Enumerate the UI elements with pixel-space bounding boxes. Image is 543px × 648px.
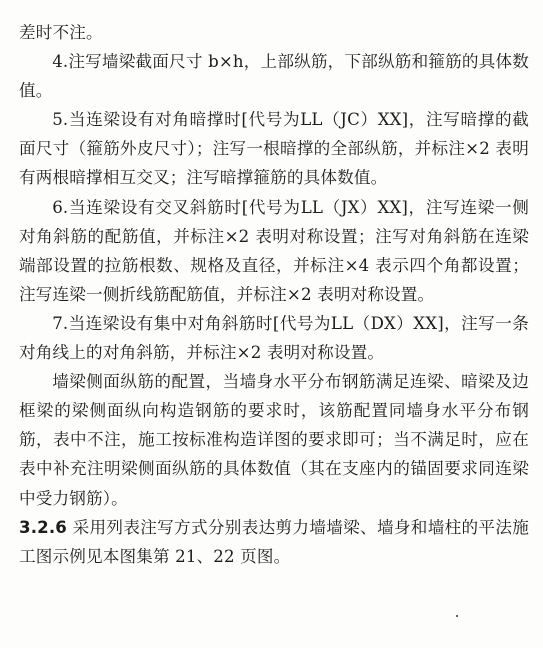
section-3-2-6 [19, 513, 529, 571]
paragraph-item-4: 4.注写墙梁截面尺寸 b×h，上部纵筋，下部纵筋和箍筋的具体数值。 [19, 52, 529, 101]
scan-speck [456, 615, 458, 617]
section-text: 采用列表注写方式分别表达剪力墙墙梁、墙身和墙柱的平法施工图示例见本图集第 21、22 页图。 [19, 517, 529, 566]
paragraph-item-5: 5.当连梁设有对角暗撑时[代号为LL（JC）XX]，注写暗撑的截面尺寸（箍筋外皮尺寸）；注写一根暗撑的全部纵筋，并标注×2 表明有两根暗撑相互交叉；注写暗撑箍筋的具体数值。 [19, 110, 529, 188]
paragraph-item-7: 7.当连梁设有集中对角斜筋时[代号为LL（DX）XX]，注写一条对角线上的对角斜筋，并标注×2 表明对称设置。 [19, 313, 529, 363]
paragraph-item-6: 6.当连梁设有交叉斜筋时[代号为LL（JX）XX]，注写连梁一侧对角斜筋的配筋值，并标注×2 表明对称设置；注写对角斜筋在连梁端部设置的拉筋根数、规格及直径，并标注×4 表示四个角都设置；注写连梁一侧折线筋配筋值，并标注×2 表明对称设置。 [19, 197, 529, 304]
paragraph-side-rebar: 墙梁侧面纵筋的配置，当墙身水平分布钢筋满足连梁、暗梁及边框梁的梁侧面纵向构造钢筋的要求时，该筋配置同墙身水平分布钢筋，表中不注，施工按标准构造详图的要求即可；当不满足时，应在表中补充注明梁侧面纵筋的具体数值（其在支座内的锚固要求同连梁中受力钢筋）。 [19, 372, 529, 508]
paragraph-continuation: 差时不注。 [19, 23, 103, 42]
section-number: 3.2.6 [19, 517, 67, 537]
document-body [19, 18, 529, 571]
